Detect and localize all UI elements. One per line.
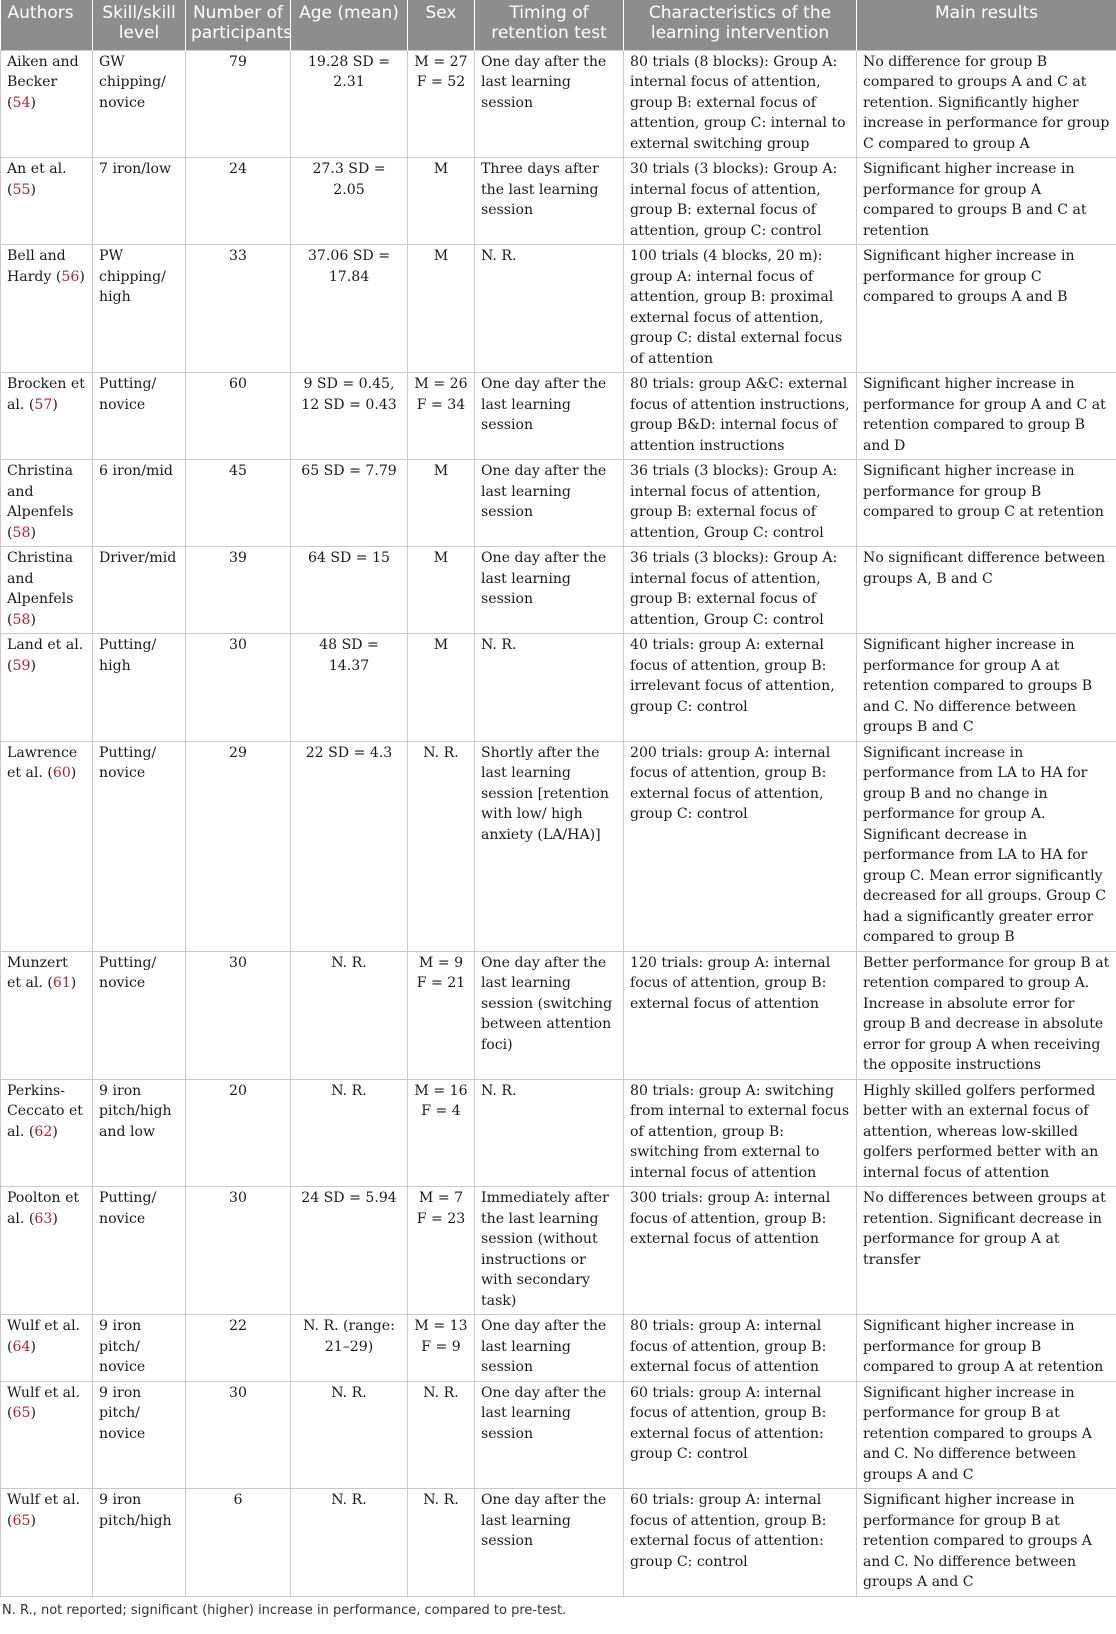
cell-participants: 60	[186, 373, 291, 460]
table-row	[1, 741, 1116, 951]
author-name: Munzert et al.	[7, 954, 68, 991]
cell-results: Better performance for group B at retention compared to group A. Increase in absolute error for group B and decrease in absolute error for group A when receiving the opposite instructions	[857, 951, 1116, 1079]
cell-results: Significant higher increase in performance for group A and C at retention compared to group B and D	[857, 373, 1116, 460]
cell-age: N. R.	[291, 1489, 408, 1597]
cell-intervention: 40 trials: group A: external focus of attention, group B: irrelevant focus of attention, group C: control	[624, 634, 857, 742]
cell-author: Wulf et al. (65)	[1, 1381, 93, 1489]
table-row	[1, 634, 1116, 742]
header-row	[1, 0, 1116, 50]
cell-age: 48 SD = 14.37	[291, 634, 408, 742]
cell-participants: 30	[186, 1381, 291, 1489]
cell-results: No differences between groups at retention. Significant decrease in performance for group A at transfer	[857, 1187, 1116, 1315]
author-name: Christina and Alpenfels	[7, 550, 74, 607]
cell-skill: 9 iron pitch/ novice	[93, 1381, 186, 1489]
header-sex: Sex	[408, 0, 475, 50]
cell-age: 9 SD = 0.45, 12 SD = 0.43	[291, 373, 408, 460]
cell-author: Aiken and Becker (54)	[1, 50, 93, 158]
reference-link[interactable]: 65	[12, 1405, 31, 1421]
cell-intervention: 100 trials (4 blocks, 20 m): group A: internal focus of attention, group B: proximal external focus of attention, group C: distal external focus of attention	[624, 245, 857, 373]
cell-results: Significant higher increase in performance for group B compared to group A at retention	[857, 1315, 1116, 1382]
author-name: Brocken et al.	[7, 376, 85, 413]
cell-timing: One day after the last learning session	[475, 460, 624, 547]
cell-intervention: 36 trials (3 blocks): Group A: internal focus of attention, group B: external focus of attention, Group C: control	[624, 460, 857, 547]
cell-results: Significant higher increase in performance for group B at retention compared to groups A and C. No difference between groups A and C	[857, 1489, 1116, 1597]
cell-author: An et al. (55)	[1, 158, 93, 245]
table-row	[1, 1489, 1116, 1597]
table-footnote: N. R., not reported; significant (higher) increase in performance, compared to pre-test.	[2, 1602, 567, 1618]
cell-results: Significant higher increase in performance for group C compared to groups A and B	[857, 245, 1116, 373]
table-row	[1, 547, 1116, 634]
cell-timing: One day after the last learning session	[475, 1489, 624, 1597]
cell-skill: Putting/ novice	[93, 373, 186, 460]
cell-sex: M	[408, 158, 475, 245]
cell-author: Wulf et al. (64)	[1, 1315, 93, 1382]
author-name: Lawrence et al.	[7, 744, 78, 781]
cell-skill: Putting/ novice	[93, 951, 186, 1079]
cell-intervention: 36 trials (3 blocks): Group A: internal focus of attention, group B: external focus of attention, Group C: control	[624, 547, 857, 634]
author-name: Bell and Hardy	[7, 248, 66, 285]
reference-link[interactable]: 63	[34, 1210, 53, 1227]
cell-intervention: 200 trials: group A: internal focus of attention, group B: external focus of attention, group C: control	[624, 741, 857, 951]
cell-sex: N. R.	[408, 1489, 475, 1597]
cell-sex: M = 9 F = 21	[408, 951, 475, 1079]
cell-age: 19.28 SD = 2.31	[291, 50, 408, 158]
cell-results: Significant higher increase in performance for group B at retention compared to groups A and C. No difference between groups A and C	[857, 1381, 1116, 1489]
cell-participants: 29	[186, 741, 291, 951]
cell-participants: 39	[186, 547, 291, 634]
reference-link[interactable]: 58	[12, 524, 31, 541]
table-row	[1, 1079, 1116, 1187]
author-name: Aiken and Becker	[7, 53, 79, 90]
reference-link[interactable]: 57	[34, 396, 53, 413]
cell-author: Land et al. (59)	[1, 634, 93, 742]
reference-link[interactable]: 60	[52, 765, 71, 781]
cell-participants: 30	[186, 1187, 291, 1315]
cell-sex: M = 26 F = 34	[408, 373, 475, 460]
cell-skill: GW chipping/ novice	[93, 50, 186, 158]
cell-author: Perkins-Ceccato et al. (62)	[1, 1079, 93, 1187]
author-name: Wulf et al.	[7, 1384, 81, 1401]
cell-skill: 9 iron pitch/high	[93, 1489, 186, 1597]
cell-results: Significant higher increase in performance for group A compared to groups B and C at retention	[857, 158, 1116, 245]
cell-participants: 45	[186, 460, 291, 547]
cell-age: N. R.	[291, 1079, 408, 1187]
cell-age: N. R. (range: 21–29)	[291, 1315, 408, 1382]
author-name: Wulf et al.	[7, 1492, 81, 1508]
reference-link[interactable]: 56	[61, 268, 80, 285]
cell-sex: M = 13 F = 9	[408, 1315, 475, 1382]
author-name: An et al.	[7, 161, 67, 177]
cell-results: Highly skilled golfers performed better with an external focus of attention, whereas low-skilled golfers performed better with an internal focus of attention	[857, 1079, 1116, 1187]
cell-participants: 30	[186, 634, 291, 742]
reference-link[interactable]: 65	[12, 1512, 31, 1529]
cell-sex: M	[408, 460, 475, 547]
cell-timing: Three days after the last learning session	[475, 158, 624, 245]
cell-timing: One day after the last learning session	[475, 50, 624, 158]
cell-age: N. R.	[291, 951, 408, 1079]
cell-author: Wulf et al. (65)	[1, 1489, 93, 1597]
cell-skill: Driver/mid	[93, 547, 186, 634]
reference-link[interactable]: 62	[34, 1123, 53, 1140]
cell-sex: M	[408, 634, 475, 742]
cell-intervention: 80 trials (8 blocks): Group A: internal focus of attention, group B: external focus of attention, group C: internal to external switching group	[624, 50, 857, 158]
cell-participants: 33	[186, 245, 291, 373]
author-name: Perkins-Ceccato et al.	[7, 1082, 83, 1140]
cell-results: Significant higher increase in performance for group B compared to group C at retention	[857, 460, 1116, 547]
table-row	[1, 1187, 1116, 1315]
cell-author: Christina and Alpenfels (58)	[1, 460, 93, 547]
table-row	[1, 373, 1116, 460]
cell-skill: 9 iron pitch/high and low	[93, 1079, 186, 1187]
reference-link[interactable]: 55	[12, 181, 31, 198]
cell-intervention: 60 trials: group A: internal focus of attention, group B: external focus of attention: group C: control	[624, 1381, 857, 1489]
cell-skill: PW chipping/ high	[93, 245, 186, 373]
table-row	[1, 158, 1116, 245]
cell-participants: 20	[186, 1079, 291, 1187]
reference-link[interactable]: 59	[12, 657, 31, 674]
cell-timing: Shortly after the last learning session [retention with low/ high anxiety (LA/HA)]	[475, 741, 624, 951]
cell-age: 65 SD = 7.79	[291, 460, 408, 547]
cell-intervention: 80 trials: group A&C: external focus of attention instructions, group B&D: internal focus of attention instructions	[624, 373, 857, 460]
cell-timing: N. R.	[475, 1079, 624, 1187]
cell-author: Munzert et al. (61)	[1, 951, 93, 1079]
reference-link[interactable]: 64	[12, 1338, 31, 1355]
cell-results: Significant higher increase in performance for group A at retention compared to groups B and C. No difference between groups B and C	[857, 634, 1116, 742]
cell-results: No significant difference between groups A, B and C	[857, 547, 1116, 634]
cell-participants: 79	[186, 50, 291, 158]
cell-sex: M = 16 F = 4	[408, 1079, 475, 1187]
cell-timing: One day after the last learning session	[475, 373, 624, 460]
cell-intervention: 80 trials: group A: switching from internal to external focus of attention, group B: switching from external to internal focus of attention	[624, 1079, 857, 1187]
cell-age: 27.3 SD = 2.05	[291, 158, 408, 245]
cell-sex: M = 7 F = 23	[408, 1187, 475, 1315]
cell-participants: 22	[186, 1315, 291, 1382]
cell-skill: Putting/ novice	[93, 1187, 186, 1315]
cell-timing: One day after the last learning session	[475, 547, 624, 634]
table-row	[1, 50, 1116, 158]
cell-age: 22 SD = 4.3	[291, 741, 408, 951]
cell-skill: 6 iron/mid	[93, 460, 186, 547]
cell-skill: 7 iron/low	[93, 158, 186, 245]
cell-intervention: 120 trials: group A: internal focus of attention, group B: external focus of attention	[624, 951, 857, 1079]
cell-sex: M = 27 F = 52	[408, 50, 475, 158]
header-authors: Authors	[1, 0, 93, 50]
cell-results: Significant increase in performance from LA to HA for group B and no change in performance for group A. Significant decrease in performance from LA to HA for group C. Mean error significantly decreased for all groups. Group C had a significantly greater error compared to group B	[857, 741, 1116, 951]
cell-skill: 9 iron pitch/ novice	[93, 1315, 186, 1382]
cell-participants: 24	[186, 158, 291, 245]
header-participants: Number of participants	[186, 0, 291, 50]
table-row	[1, 245, 1116, 373]
header-results: Main results	[857, 0, 1116, 50]
cell-participants: 6	[186, 1489, 291, 1597]
cell-author: Brocken et al. (57)	[1, 373, 93, 460]
header-skill: Skill/skill level	[93, 0, 186, 50]
table-row	[1, 1381, 1116, 1489]
cell-timing: N. R.	[475, 245, 624, 373]
cell-intervention: 300 trials: group A: internal focus of attention, group B: external focus of attention	[624, 1187, 857, 1315]
cell-intervention: 60 trials: group A: internal focus of attention, group B: external focus of attention: group C: control	[624, 1489, 857, 1597]
cell-sex: N. R.	[408, 741, 475, 951]
cell-timing: One day after the last learning session	[475, 1315, 624, 1382]
author-name: Land et al.	[7, 637, 84, 653]
cell-timing: N. R.	[475, 634, 624, 742]
cell-timing: One day after the last learning session (switching between attention foci)	[475, 951, 624, 1079]
cell-age: 64 SD = 15	[291, 547, 408, 634]
cell-skill: Putting/ novice	[93, 741, 186, 951]
table-body	[1, 50, 1116, 1596]
cell-author: Christina and Alpenfels (58)	[1, 547, 93, 634]
cell-age: 24 SD = 5.94	[291, 1187, 408, 1315]
header-intervention: Characteristics of the learning intervention	[624, 0, 857, 50]
cell-intervention: 30 trials (3 blocks): Group A: internal focus of attention, group B: external focus of attention, group C: control	[624, 158, 857, 245]
cell-sex: M	[408, 547, 475, 634]
cell-author: Poolton et al. (63)	[1, 1187, 93, 1315]
header-timing: Timing of retention test	[475, 0, 624, 50]
table-row	[1, 460, 1116, 547]
reference-link[interactable]: 54	[12, 94, 31, 111]
cell-author: Bell and Hardy (56)	[1, 245, 93, 373]
cell-sex: M	[408, 245, 475, 373]
cell-age: N. R.	[291, 1381, 408, 1489]
header-age: Age (mean)	[291, 0, 408, 50]
table-header	[1, 0, 1116, 50]
cell-timing: Immediately after the last learning session (without instructions or with secondary task)	[475, 1187, 624, 1315]
cell-author: Lawrence et al. (60)	[1, 741, 93, 951]
cell-skill: Putting/ high	[93, 634, 186, 742]
author-name: Poolton et al.	[7, 1190, 80, 1227]
reference-link[interactable]: 61	[52, 975, 71, 991]
cell-age: 37.06 SD = 17.84	[291, 245, 408, 373]
cell-results: No difference for group B compared to groups A and C at retention. Significantly higher increase in performance for group C compared to group A	[857, 50, 1116, 158]
author-name: Christina and Alpenfels	[7, 463, 74, 520]
reference-link[interactable]: 58	[12, 611, 31, 628]
table-row	[1, 951, 1116, 1079]
cell-timing: One day after the last learning session	[475, 1381, 624, 1489]
cell-participants: 30	[186, 951, 291, 1079]
cell-sex: N. R.	[408, 1381, 475, 1489]
cell-intervention: 80 trials: group A: internal focus of attention, group B: external focus of attention	[624, 1315, 857, 1382]
author-name: Wulf et al.	[7, 1318, 81, 1334]
table-row	[1, 1315, 1116, 1382]
